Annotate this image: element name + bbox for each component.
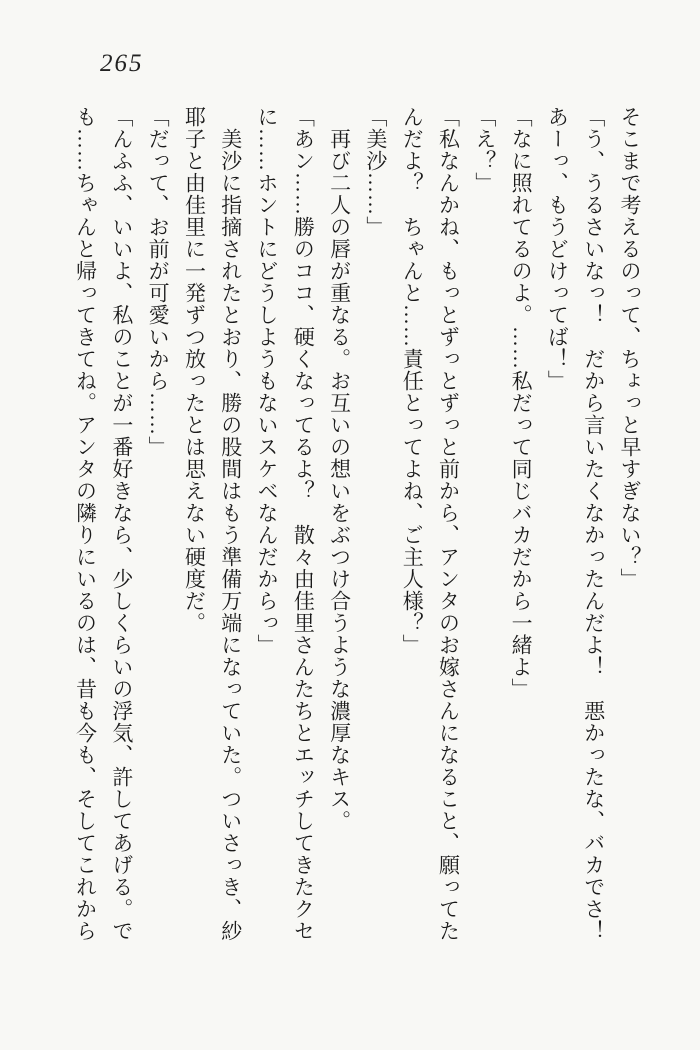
text-line-5: 「え？」 [472,106,497,194]
text-line-14: 「だって、お前が可愛いから……」 [146,106,171,458]
text-line-1: そこまで考えるのって、ちょっと早すぎない？」 [618,106,642,590]
text-line-15: 「んふふ、いいよ、私のことが一番好きなら、少しくらいの浮気、許してあげる。で [109,106,134,942]
text-line-6: 「私なんかね、もっとずっとずっと前から、アンタのお嫁さんになること、願ってた [436,106,461,942]
text-line-16: も……ちゃんと帰ってきてね。アンタの隣りにいるのは、昔も今も、そしてこれから [73,106,98,942]
text-line-3: あーっ、もうどけってば！」 [545,106,570,392]
text-line-8: 「美沙……」 [363,106,388,238]
text-line-11: に……ホントにどうしようもないスケベなんだからっ」 [255,106,280,656]
text-line-13: 耶子と由佳里に一発ずつ放ったとは思えない硬度だ。 [182,106,207,634]
text-line-12: 美沙に指摘されたとおり、勝の股間はもう準備万端になっていた。ついさっき、紗 [218,106,243,942]
text-line-9: 再び二人の唇が重なる。お互いの想いをぶつけ合うような濃厚なキス。 [327,106,352,832]
text-line-4: 「なに照れてるのよ。……私だって同じバカだから一緒よ」 [509,106,534,700]
text-block [67,106,648,950]
text-line-7: んだよ？ ちゃんと……責任とってよね、ご主人様？」 [400,106,425,656]
text-line-10: 「あン……勝のココ、硬くなってるよ？ 散々由佳里さんたちとエッチしてきたクセ [291,106,316,942]
text-line-2: 「う、うるさいなっ！ だから言いたくなかったんだよ！ 悪かったな、バカでさ！ [581,106,606,942]
page-number: 265 [100,50,144,77]
